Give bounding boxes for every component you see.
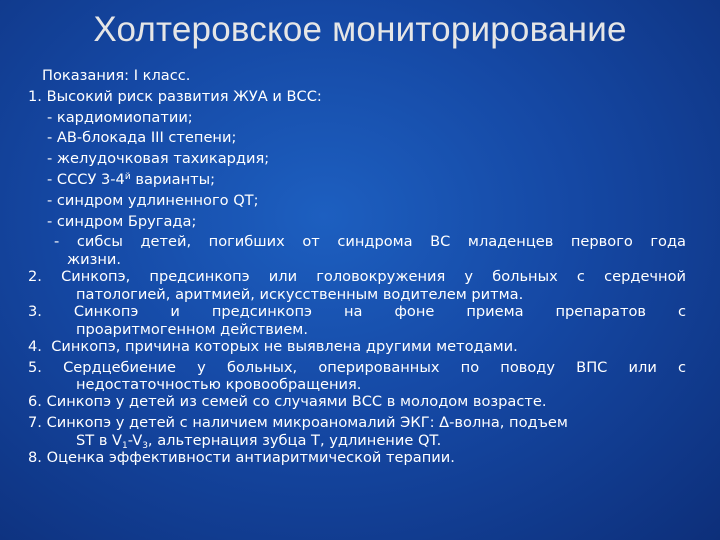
slide-title: Холтеровское мониторирование — [93, 10, 627, 49]
list-item-1 — [28, 87, 686, 108]
item-text: Высокий риск развития ЖУА и ВСС: — [46, 87, 322, 105]
list-item-8: 8. Оценка эффективности антиаритмической терапии. — [28, 448, 455, 466]
subitem-long-qt: - синдром удлиненного QT; — [47, 191, 259, 209]
subitem-brugada: - синдром Бругада; — [47, 212, 197, 230]
slide-body — [28, 66, 686, 469]
subitem-sibs: - сибсы детей, погибших от синдрома ВС младенцев первого года жизни. — [54, 233, 686, 269]
subitem-cardiomyopathy: - кардиомиопатии; — [47, 108, 193, 126]
list-item-3: 3. Синкопэ и предсинкопэ на фоне приема препаратов с проаритмогенном действием. — [28, 302, 686, 338]
subitem-av-block: - АВ-блокада III степени; — [47, 129, 237, 147]
subitem-sick-sinus: - СССУ $3-4^й$ варианты; — [47, 170, 216, 188]
subitem-ventricular-tachycardia: - желудочковая тахикардия; — [47, 150, 270, 168]
list-item-4: 4. Синкопэ, причина которых не выявлена другими методами. — [28, 337, 518, 355]
list-item-2: 2. Синкопэ, предсинкопэ или головокружения у больных с сердечной патологией, аритмией, искусственным водителем ритма. — [28, 268, 686, 303]
indications-intro: Показания: I класс. — [42, 67, 191, 84]
item-number: 1. — [28, 87, 42, 105]
list-item-6: 6. Синкопэ у детей из семей со случаями ВСС в молодом возрасте. — [28, 393, 547, 411]
list-item-5: 5. Сердцебиение у больных, оперированных по поводу ВПС или с недостаточностью кровообращения. — [28, 358, 687, 394]
list-item-7: 7. Синкопэ у детей с наличием микроаномалий ЭКГ: Δ-волна, подъем ST в $V_1-V_3$, альтернация зубца Т, удлинение QT. — [28, 414, 568, 451]
